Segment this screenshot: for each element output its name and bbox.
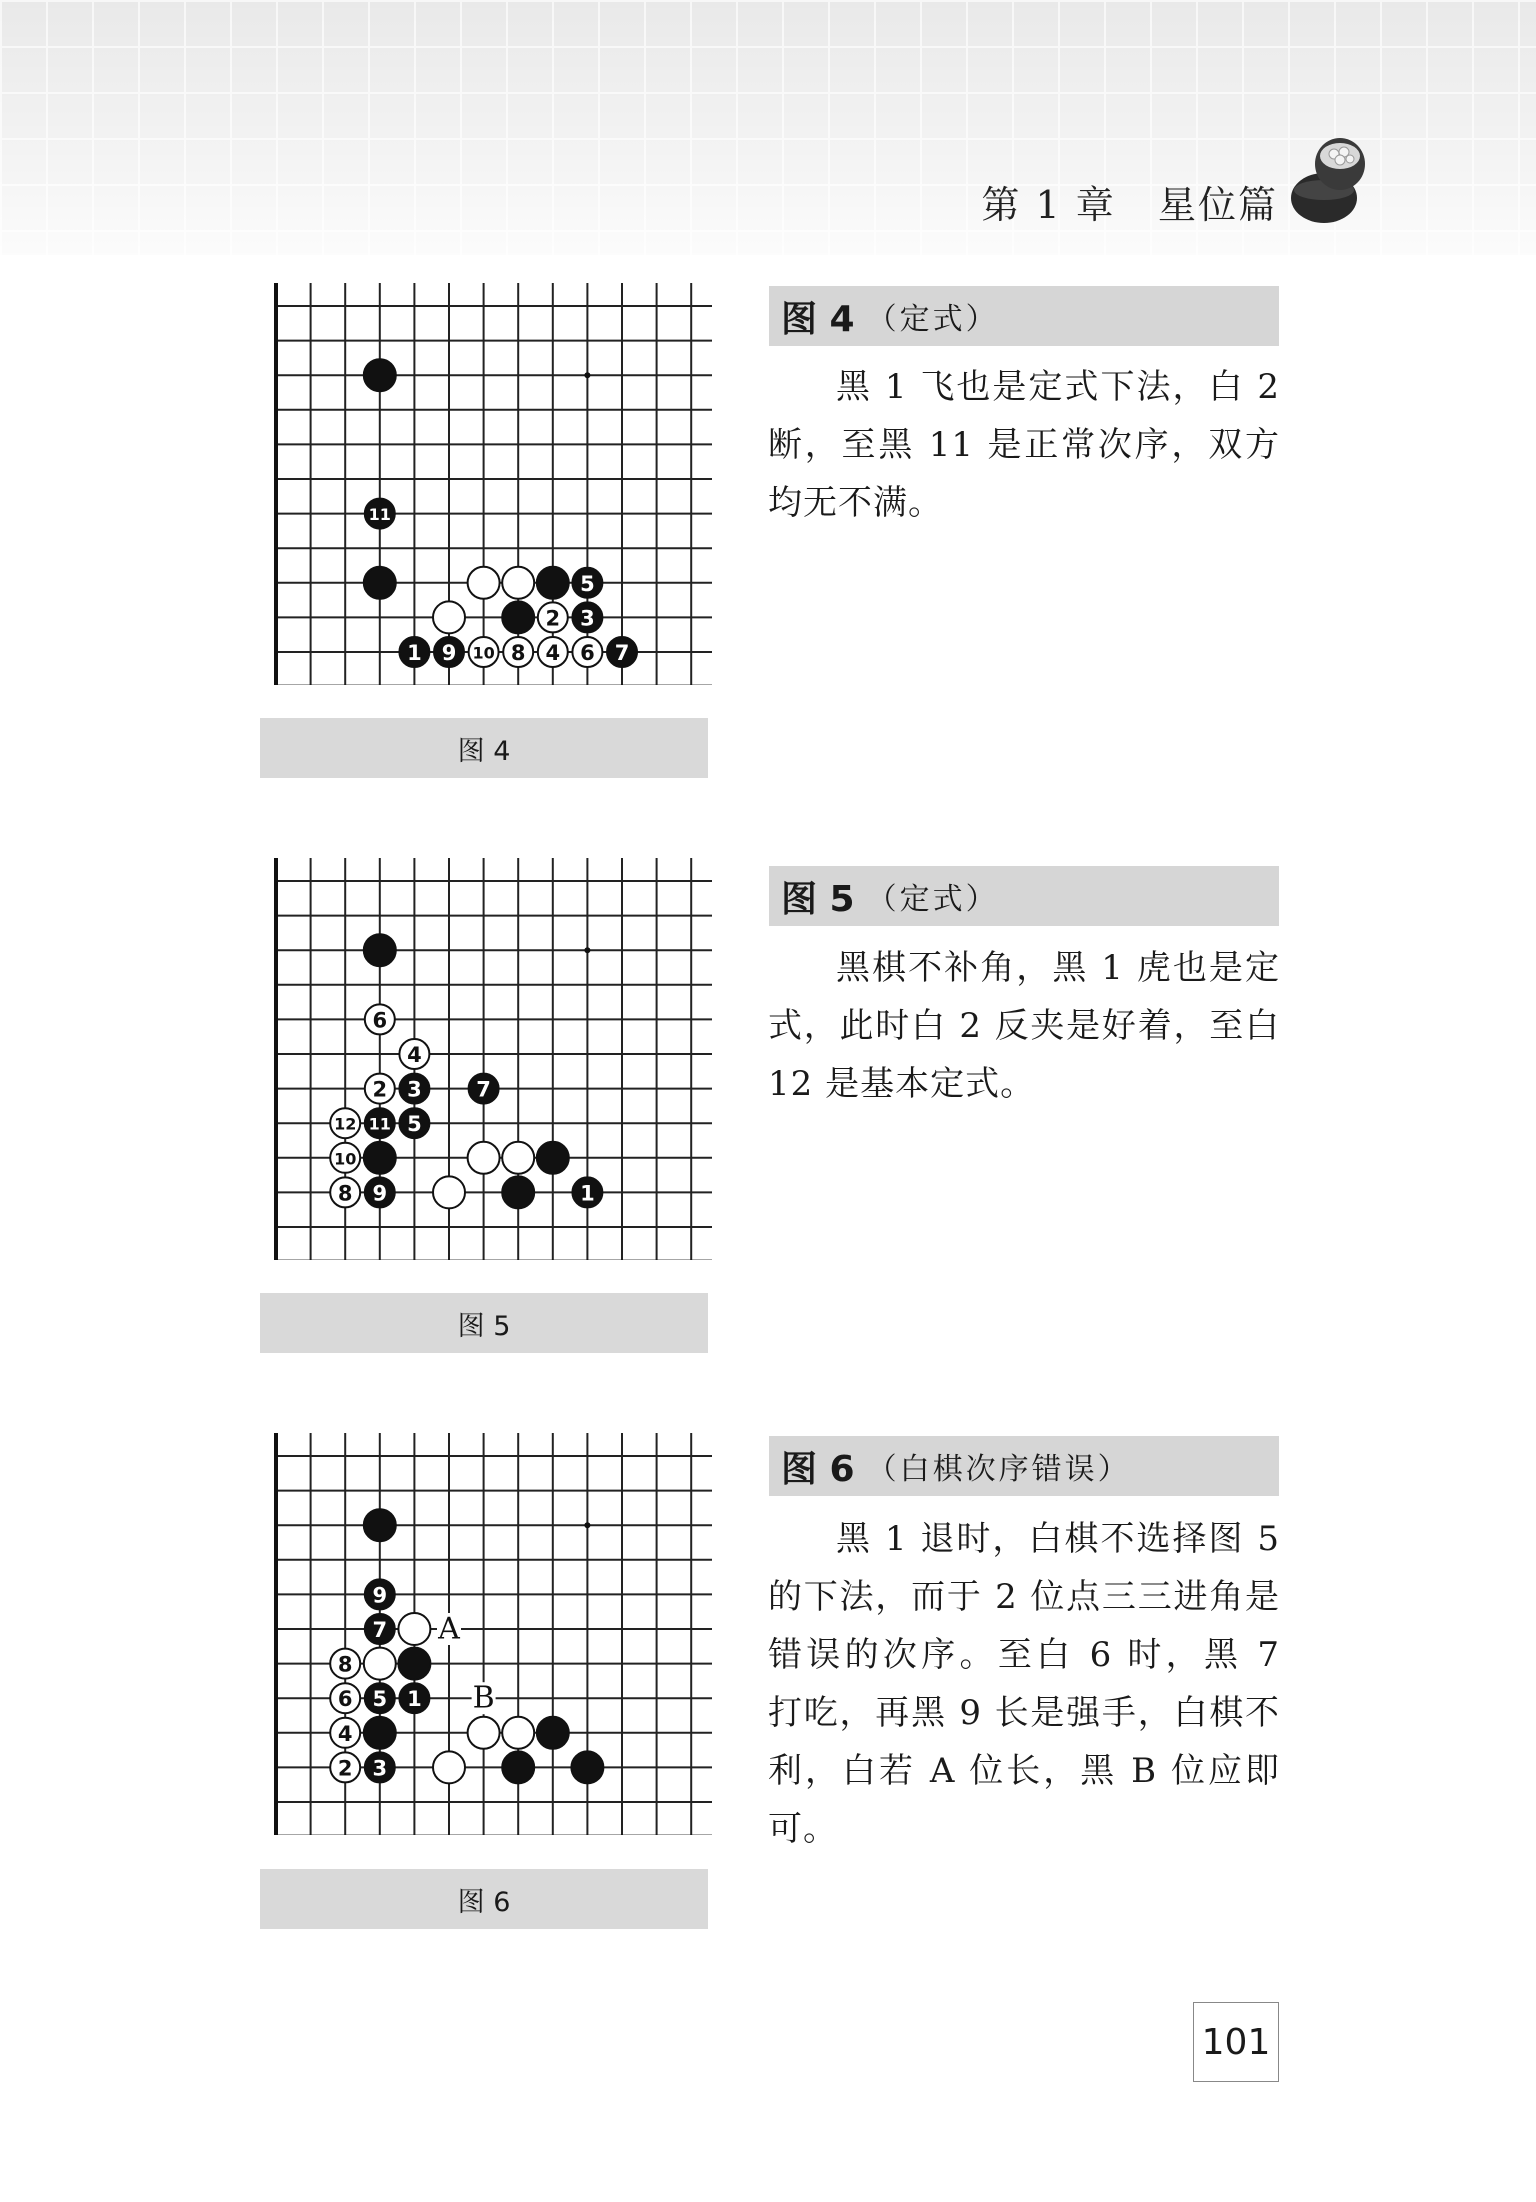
figure-heading-subtitle: （定式） [866,882,999,917]
move-number: 4 [545,641,561,665]
go-board-fig4 [270,283,712,685]
black-stone [571,1751,603,1783]
figure-heading [769,866,1279,926]
move-number: 2 [545,606,561,631]
figure-heading [769,286,1279,346]
go-bowl-icon [1290,134,1372,226]
move-number: 10 [334,1149,357,1169]
black-stone [364,1142,396,1174]
move-number: 5 [407,1112,422,1137]
hoshi-point [584,372,590,378]
white-stone [468,567,500,599]
white-stone [502,1717,534,1749]
move-number: 10 [472,643,495,663]
move-number: 3 [407,1077,422,1102]
figure-heading-title: 图 4 [781,298,855,340]
white-stone [433,601,465,633]
move-number: 7 [476,1077,491,1102]
board-label: A [438,1611,460,1647]
move-number: 9 [372,1583,388,1608]
white-stone [468,1717,500,1749]
figure-caption: 图 5 [260,1293,708,1353]
page-number: 101 [1193,2002,1279,2082]
move-number: 3 [372,1756,388,1781]
move-number: 1 [407,1687,422,1712]
move-number: 3 [580,606,595,631]
move-number: 8 [337,1652,353,1677]
white-stone [364,1648,396,1680]
figure-description: 黑 1 飞也是定式下法，白 2 断，至黑 11 是正常次序，双方均无不满。 [768,367,1280,523]
black-stone [364,567,396,599]
figure-heading-title: 图 6 [781,1448,855,1490]
black-stone [502,601,534,633]
move-number: 11 [368,505,391,525]
black-stone [502,1176,534,1208]
white-stone [433,1751,465,1783]
black-stone [537,1717,569,1749]
black-stone [364,359,396,391]
move-number: 9 [372,1181,388,1206]
move-number: 5 [580,571,595,596]
chapter-title: 第 1 章 星位篇 [981,183,1278,227]
hoshi-point [584,1522,590,1528]
move-number: 1 [580,1181,595,1206]
move-number: 7 [372,1618,388,1642]
move-number: 4 [337,1721,353,1746]
figure-caption: 图 6 [260,1869,708,1929]
figure-heading-subtitle: （定式） [866,302,999,337]
board-label: B [472,1680,495,1716]
board-grid [276,283,712,685]
move-number: 1 [407,641,422,665]
move-number: 6 [580,641,595,665]
move-number: 12 [334,1114,357,1134]
figure-heading-subtitle: （白棋次序错误） [866,1452,1131,1487]
move-number: 5 [372,1687,388,1712]
white-stone [433,1176,465,1208]
black-stone [537,567,569,599]
go-board-fig5 [270,858,712,1260]
move-number: 6 [372,1008,388,1033]
white-stone [468,1142,500,1174]
figure-heading-title: 图 5 [781,878,855,920]
figure-heading [769,1436,1279,1496]
move-number: 8 [337,1181,353,1206]
move-number: 2 [372,1077,388,1102]
black-stone [364,934,396,966]
move-number: 6 [337,1687,353,1712]
white-stone [502,567,534,599]
black-stone [502,1751,534,1783]
move-number: 9 [441,641,457,665]
move-number: 4 [407,1043,422,1067]
black-stone [398,1648,430,1680]
white-stone [398,1613,430,1645]
figure-caption: 图 4 [260,718,708,778]
board-edge [274,283,712,685]
figure-description: 黑 1 退时，白棋不选择图 5 的下法，而于 2 位点三三进角是错误的次序。至白 6 时，黑 7 打吃，再黑 9 长是强手，白棋不利，白若 A 位长，黑 B 位应即可。 [768,1519,1280,1849]
black-stone [364,1509,396,1541]
move-number: 7 [614,641,630,665]
black-stone [364,1717,396,1749]
go-board-fig6 [270,1433,712,1835]
hoshi-point [584,947,590,953]
black-stone [537,1142,569,1174]
move-number: 2 [337,1756,353,1781]
white-stone [502,1142,534,1174]
move-number: 8 [510,641,526,665]
move-number: 11 [368,1114,391,1134]
figure-description: 黑棋不补角，黑 1 虎也是定式，此时白 2 反夹是好着，至白 12 是基本定式。 [768,948,1280,1104]
